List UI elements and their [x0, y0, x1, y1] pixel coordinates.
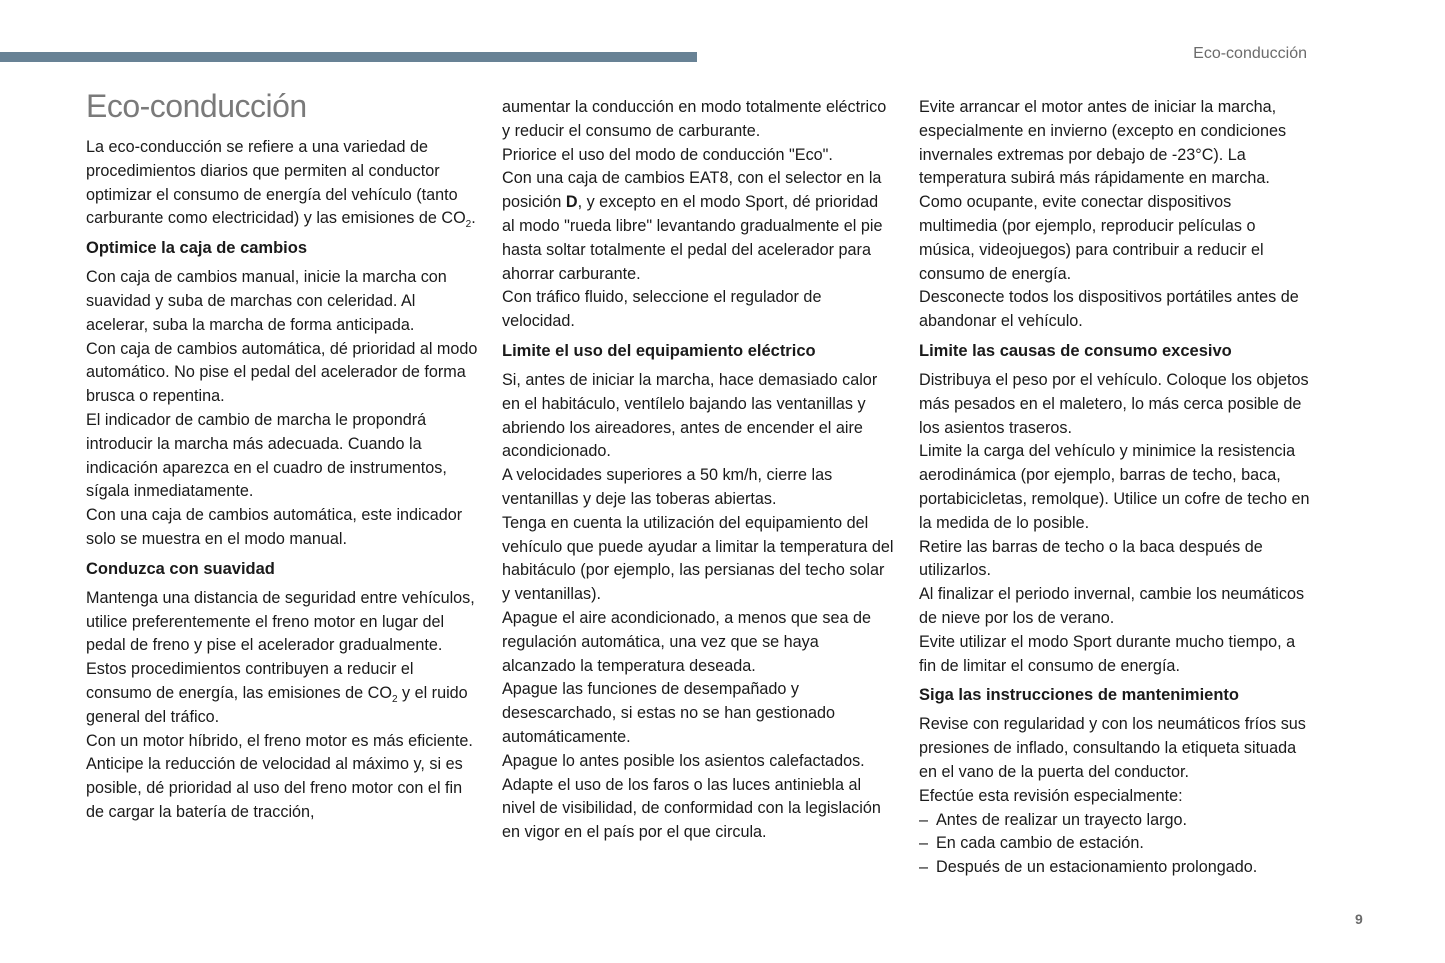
page-number: 9 [1355, 911, 1363, 927]
list-item: – Antes de realizar un trayecto largo. [919, 809, 1311, 833]
paragraph: Al finalizar el periodo invernal, cambie los neumáticos de nieve por los de verano. [919, 585, 1305, 627]
list-item: – Después de un estacionamiento prolongado. [919, 856, 1311, 880]
section-heading-maintenance: Siga las instrucciones de mantenimiento [919, 686, 1240, 705]
section-heading-gearbox: Optimice la caja de cambios [86, 239, 308, 258]
paragraph: Evite arrancar el motor antes de iniciar la marcha, especialmente en invierno (excepto en condiciones invernales extremas por debajo de -23°C). La temperatura subirá más rápidamente en marcha. [919, 98, 1287, 188]
paragraph: Revise con regularidad y con los neumáticos fríos sus presiones de inflado, consultando la etiqueta situada en el vano de la puerta del conductor. [919, 715, 1306, 781]
paragraph: Si, antes de iniciar la marcha, hace demasiado calor en el habitáculo, ventílelo bajando las ventanillas y abriendo los aireadores, antes de encender el aire acondicionado. [502, 370, 878, 461]
paragraph: Mantenga una distancia de seguridad entre vehículos, utilice preferentemente el freno motor en lugar del pedal de freno y pise el acelerador gradualmente. Estos procedimientos contribuyen a reducir el consumo de energía, las emisiones de $CO_2$ y el ruido general del tráfico. [86, 588, 475, 726]
paragraph: Con una caja de cambios automática, este indicador solo se muestra en el modo manual. [86, 506, 463, 548]
paragraph: A velocidades superiores a 50 km/h, cierre las ventanillas y deje las toberas abiertas. [502, 466, 833, 508]
paragraph: Apague las funciones de desempañado y desescarchado, si estas no se han gestionado automáticamente. [502, 680, 835, 746]
list-item: – En cada cambio de estación. [919, 832, 1311, 856]
paragraph: Limite la carga del vehículo y minimice la resistencia aerodinámica (por ejemplo, barras de techo, baca, portabicicletas, remolque). Utilice un cofre de techo en la medida de lo posible. [919, 442, 1310, 532]
paragraph: Adapte el uso de los faros o las luces antiniebla al nivel de visibilidad, de conformidad con la legislación en vigor en el país por el que circula. [502, 775, 881, 842]
column-3 [919, 96, 1311, 880]
running-header-title: Eco-conducción [1193, 45, 1307, 62]
paragraph: Con caja de cambios manual, inicie la marcha con suavidad y suba de marchas con celeridad. Al acelerar, suba la marcha de forma anticipada. [86, 268, 447, 334]
paragraph: Retire las barras de techo o la baca después de utilizarlos. [919, 537, 1263, 580]
section-heading-excessive-consumption: Limite las causas de consumo excesivo [919, 341, 1232, 360]
paragraph: Apague el aire acondicionado, a menos que sea de regulación automática, una vez que se haya alcanzado la temperatura deseada. [502, 608, 871, 675]
header-accent-bar [0, 52, 697, 62]
paragraph: El indicador de cambio de marcha le propondrá introducir la marcha más adecuada. Cuando la indicación aparezca en el cuadro de instrumentos, sígala inmediatamente. [86, 410, 447, 501]
paragraph: aumentar la conducción en modo totalmente eléctrico y reducir el consumo de carburante. [502, 98, 887, 140]
paragraph: Efectúe esta revisión especialmente: [919, 786, 1183, 805]
paragraph: Distribuya el peso por el vehículo. Coloque los objetos más pesados en el maletero, lo más cerca posible de los asientos traseros. [919, 370, 1309, 437]
paragraph: Con un motor híbrido, el freno motor es más eficiente. Anticipe la reducción de velocidad al máximo y, si es posible, dé prioridad al uso del freno motor con el fin de cargar la batería de tracción, [86, 731, 473, 821]
paragraph: Priorice el uso del modo de conducción "Eco". [502, 145, 833, 164]
section-heading-electrical-equipment: Limite el uso del equipamiento eléctrico [502, 341, 816, 360]
paragraph: Con tráfico fluido, seleccione el regulador de velocidad. [502, 288, 822, 331]
paragraph: Desconecte todos los dispositivos portátiles antes de abandonar el vehículo. [919, 288, 1299, 331]
paragraph: Como ocupante, evite conectar dispositivos multimedia (por ejemplo, reproducir películas o música, videojuegos) para contribuir a reducir el consumo de energía. [919, 193, 1264, 283]
intro-paragraph: La eco-conducción se refiere a una variedad de procedimientos diarios que permiten al conductor optimizar el consumo de energía del vehículo (tanto carburante como electricidad) y las emisiones de $CO_2$. [86, 138, 476, 231]
section-heading-smooth-driving: Conduzca con suavidad [86, 559, 275, 578]
paragraph: Tenga en cuenta la utilización del equipamiento del vehículo que puede ayudar a limitar la temperatura del habitáculo (por ejemplo, las persianas del techo solar y ventanillas). [502, 513, 894, 604]
page-title: Eco-conducción [86, 88, 307, 124]
paragraph: Apague lo antes posible los asientos calefactados. [502, 751, 865, 770]
paragraph: Con caja de cambios automática, dé prioridad al modo automático. No pise el pedal del acelerador de forma brusca o repentina. [86, 339, 478, 406]
paragraph: Evite utilizar el modo Sport durante mucho tiempo, a fin de limitar el consumo de energía. [919, 632, 1296, 675]
column-2 [502, 96, 894, 845]
paragraph: Con una caja de cambios EAT8, con el selector en la posición D, y excepto en el modo Sport, dé prioridad al modo "rueda libre" levantando gradualmente el pie hasta soltar totalmente el pedal del acelerador para ahorrar carburante. [502, 169, 883, 283]
column-1 [86, 136, 478, 825]
